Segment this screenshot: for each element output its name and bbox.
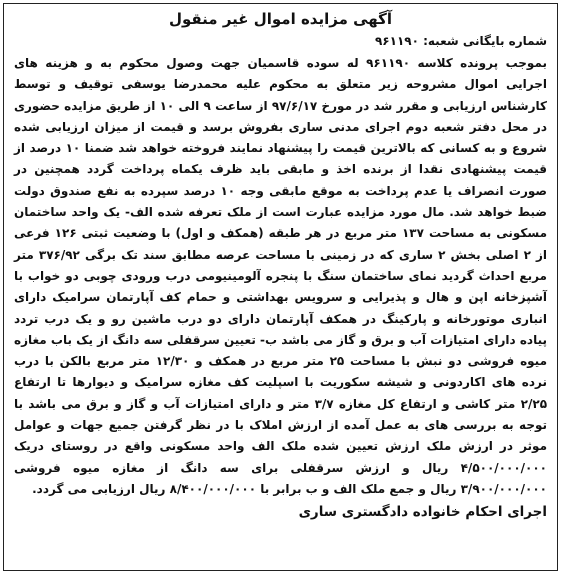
notice-body: بموجب پرونده کلاسه ۹۶۱۱۹۰ له سوده قاسمیان جهت وصول محکوم به و هزینه های اجرایی اموال مشروحه زیر متعلق به محکوم علیه محمدرضا یوسفی توقیف و توسط کارشناس ارزیابی و مقرر شد در مورخ ۹۷/۶/۱۷ از ساعت ۹ الی ۱۰ از طریق مزایده حضوری در محل دفتر شعبه دوم اجرای مدنی ساری بفروش برسد و قیمت از میزان ارزیابی شده شروع و به کسانی که بالاترین قیمت را پیشنهاد نمایند فروخته خواهد شد ضمنا ۱۰ درصد از قیمت پیشنهادی نقدا از برنده اخذ و مابقی باید ظرف یکماه پرداخت گردد همچنین در صورت انصراف یا عدم پرداخت به موقع مابقی وجه ۱۰ درصد سپرده به نفع صندوق دولت ضبط خواهد شد. مال مورد مزایده عبارت است از ملک تعرفه شده الف- یک واحد ساختمان مسکونی به مساحت ۱۳۷ متر مربع در هر طبقه (همکف و اول) با وضعیت ثبتی ۱۲۶ فرعی از ۲ اصلی بخش ۲ ساری که در زمینی با مساحت عرصه مطابق سند تک برگی ۳۷۶/۹۲ متر مربع احداث گردید نمای ساختمان سنگ با پنجره آلومینیومی درب ورودی چوبی دو خواب با آشپزخانه اپن و هال و پذیرایی و سرویس بهداشتی و حمام کف آپارتمان سرامیک دارای انباری موتورخانه و پارکینگ در همکف آپارتمان دارای دو درب ماشین رو و یک درب تردد پیاده دارای امتیازات آب و برق و گاز می باشد ب- تعیین سرقفلی سه دانگ از یک باب مغازه میوه فروشی دو نبش با مساحت ۲۵ متر مربع در همکف و ۱۲/۳۰ متر مربع بالکن با درب نرده های اکاردونی و شیشه سکوریت با اسپلیت کف مغازه سرامیک و دیوارها تا ارتفاع ۲/۲۵ متر کاشی و ارتفاع کل مغازه ۳/۷ متر و دارای امتیازات آب و گاز و برق می باشد با توجه به بررسی های به عمل آمده از ارزش املاک با در نظر گرفتن جمیع جهات و عوامل موثر در ارزش ملک ارزش تعیین شده ملک الف واحد مسکونی واقع در روستای دریک ۴/۵۰۰/۰۰۰/۰۰۰ ریال و ارزش سرقفلی برای سه دانگ از مغازه میوه فروشی ۳/۹۰۰/۰۰۰/۰۰۰ ریال و جمع ملک الف و ب برابر با ۸/۴۰۰/۰۰۰/۰۰۰ ریال ارزیابی می گردد. (14, 56, 548, 496)
notice-title: آگهی مزایده اموال غیر منقول (168, 10, 393, 28)
auction-notice (3, 3, 558, 571)
file-number: شماره بایگانی شعبه: ۹۶۱۱۹۰ (374, 34, 547, 48)
issuer-signature: اجرای احکام خانواده دادگستری ساری (298, 504, 547, 521)
